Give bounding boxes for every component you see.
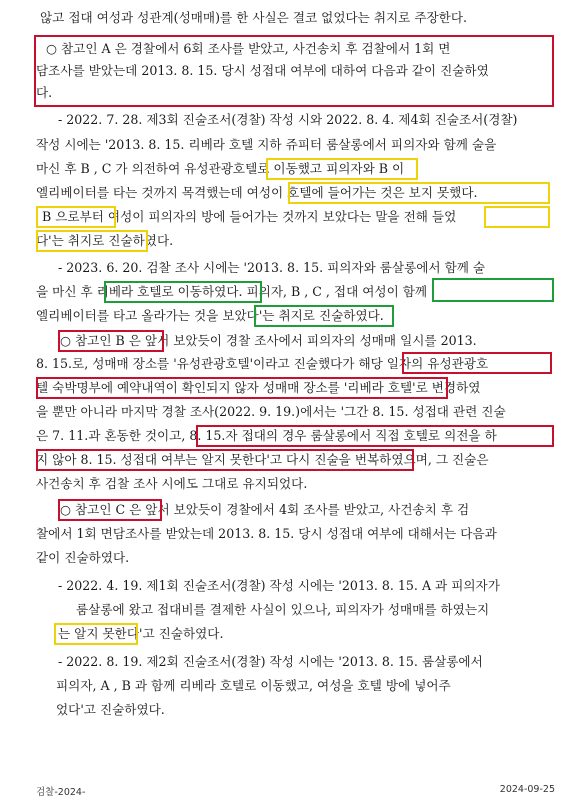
text-line: ○ 참고인 A 은 경찰에서 6회 조사를 받았고, 사건송치 후 검찰에서 1회 면 bbox=[46, 41, 451, 56]
text-line: 8. 15.로, 성매매 장소를 '유성관광호텔'이라고 진술했다가 해당 일자의 유성관광호 bbox=[36, 356, 489, 371]
text-line: - 2022. 8. 19. 제2회 진술조서(경찰) 작성 시에는 '2013. 8. 15. 룸살롱에서 bbox=[58, 654, 483, 669]
text-line: 사건송치 후 검찰 조사 시에도 그대로 유지되었다. bbox=[36, 476, 308, 491]
text-line: B 으로부터 여성이 피의자의 방에 들어가는 것까지 보았다는 말을 전해 들었 bbox=[42, 209, 457, 224]
text-line: 을 뿐만 아니라 마지막 경찰 조사(2022. 9. 19.)에서는 '그간 8. 15. 성접대 관련 진술 bbox=[36, 404, 506, 419]
text-line: 었다'고 진술하였다. bbox=[56, 702, 165, 717]
text-line: 엘리베이터를 타는 것까지 목격했는데 여성이 호텔에 들어가는 것은 보지 못했다. bbox=[36, 185, 478, 200]
highlight-box-yellow bbox=[484, 206, 550, 228]
highlight-box-green bbox=[432, 278, 554, 302]
footer-date: 2024-09-25 bbox=[499, 784, 555, 795]
text-line: 않고 접대 여성과 성관계(성매매)를 한 사실은 결코 없었다는 취지로 주장한다. bbox=[40, 10, 467, 25]
text-line: 피의자, A , B 과 함께 리베라 호텔로 이동했고, 여성을 호텔 방에 넣어주 bbox=[56, 678, 451, 693]
text-line: 룸살롱에 왔고 접대비를 결제한 사실이 있으나, 피의자가 성매매를 하였는지 bbox=[76, 602, 490, 617]
text-line: 텔 숙박명부에 예약내역이 확인되지 않자 성매매 장소를 '리베라 호텔'로 변경하였 bbox=[36, 380, 481, 395]
text-line: 엘리베이터를 타고 올라가는 것을 보았다'는 취지로 진술하였다. bbox=[36, 308, 384, 323]
text-line: 다. bbox=[36, 85, 53, 100]
text-line: 은 7. 11.과 혼동한 것이고, 8. 15.자 접대의 경우 룸살롱에서 직접 호텔로 의전을 하 bbox=[36, 428, 497, 443]
text-line: ○ 참고인 C 은 앞서 보았듯이 경찰에서 4회 조사를 받았고, 사건송치 후 검 bbox=[60, 502, 470, 517]
text-line: - 2022. 7. 28. 제3회 진술조서(경찰) 작성 시와 2022. 8. 4. 제4회 진술조서(경찰) bbox=[58, 112, 518, 127]
text-line: 마신 후 B , C 가 의전하여 유성관광호텔로 이동했고 피의자와 B 이 bbox=[36, 161, 405, 176]
text-line: - 2022. 4. 19. 제1회 진술조서(경찰) 작성 시에는 '2013. 8. 15. A 과 피의자가 bbox=[58, 578, 500, 593]
text-line: 담조사를 받았는데 2013. 8. 15. 당시 성접대 여부에 대하여 다음과 같이 진술하였 bbox=[36, 63, 489, 78]
text-line: 다'는 취지로 진술하였다. bbox=[36, 233, 174, 248]
text-line: 지 않아 8. 15. 성접대 여부는 알지 못한다'고 다시 진술을 번복하였으며, 그 진술은 bbox=[36, 452, 489, 467]
text-line: 는 알지 못한다'고 진술하였다. bbox=[58, 626, 224, 641]
footer-left: 검찰-2024- bbox=[36, 787, 86, 798]
text-line: ○ 참고인 B 은 앞서 보았듯이 경찰 조사에서 피의자의 성매매 일시를 2013. bbox=[60, 333, 477, 348]
text-line: - 2023. 6. 20. 검찰 조사 시에는 '2013. 8. 15. 피의자와 룸살롱에서 함께 술 bbox=[58, 260, 486, 275]
text-line: 을 마신 후 리베라 호텔로 이동하였다. 피의자, B , C , 접대 여성이 함께 bbox=[36, 284, 428, 299]
text-line: 작성 시에는 '2013. 8. 15. 리베라 호텔 지하 쥬피터 룸살롱에서 피의자와 함께 술을 bbox=[36, 137, 497, 152]
text-line: 찰에서 1회 면담조사를 받았는데 2013. 8. 15. 당시 성접대 여부에 대해서는 다음과 bbox=[36, 526, 497, 541]
text-line: 같이 진술하였다. bbox=[36, 550, 130, 565]
